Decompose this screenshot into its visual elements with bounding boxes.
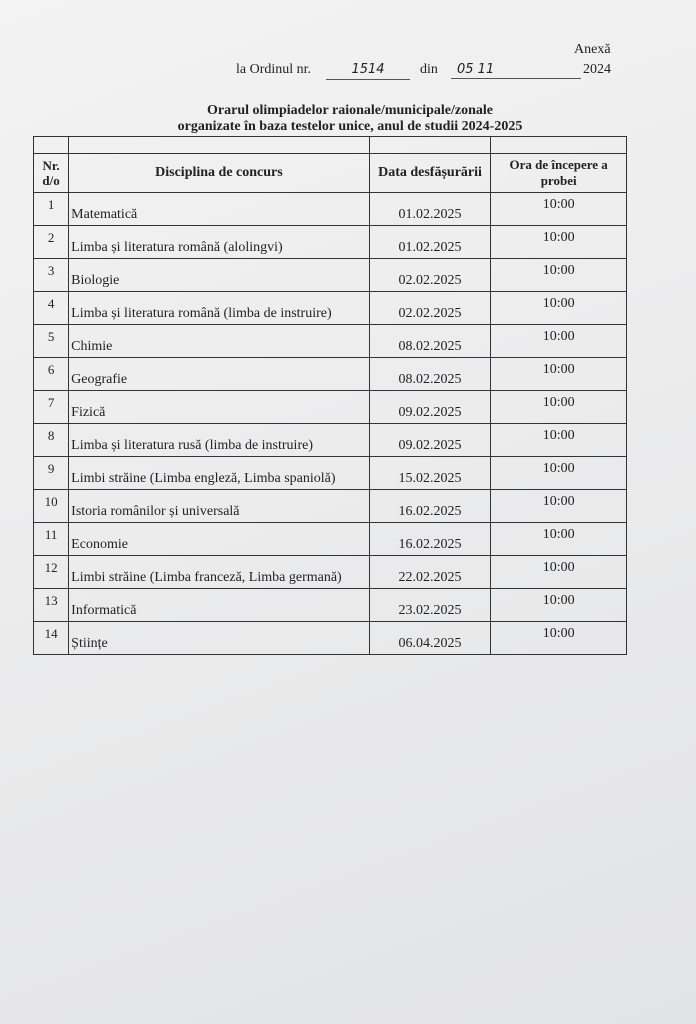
- row-date: 09.02.2025: [369, 424, 491, 457]
- row-number: 6: [34, 358, 69, 391]
- table-row: [34, 556, 627, 589]
- table-blank-row: [34, 137, 627, 154]
- row-number: 10: [34, 490, 69, 523]
- table-row: [34, 589, 627, 622]
- table-header-row: [34, 154, 627, 193]
- row-number: 5: [34, 325, 69, 358]
- row-discipline: Economie: [69, 523, 370, 556]
- row-time: 10:00: [491, 457, 627, 490]
- table-row: [34, 259, 627, 292]
- table-row: [34, 226, 627, 259]
- order-number: 1514: [326, 62, 410, 80]
- row-date: 02.02.2025: [369, 259, 491, 292]
- row-number: 7: [34, 391, 69, 424]
- table-row: [34, 325, 627, 358]
- row-date: 22.02.2025: [369, 556, 491, 589]
- row-time: 10:00: [491, 424, 627, 457]
- row-discipline: Informatică: [69, 589, 370, 622]
- row-date: 09.02.2025: [369, 391, 491, 424]
- table-row: [34, 523, 627, 556]
- row-number: 12: [34, 556, 69, 589]
- row-date: 23.02.2025: [369, 589, 491, 622]
- row-discipline: Matematică: [69, 193, 370, 226]
- table-row: [34, 391, 627, 424]
- row-time: 10:00: [491, 226, 627, 259]
- row-discipline: Limba și literatura rusă (limba de instruire): [69, 424, 370, 457]
- row-time: 10:00: [491, 556, 627, 589]
- table-row: [34, 292, 627, 325]
- document-title-line2: organizate în baza testelor unice, anul de studii 2024-2025: [177, 119, 523, 134]
- row-discipline: Istoria românilor și universală: [69, 490, 370, 523]
- header-nr: Nr. d/o: [34, 154, 69, 193]
- row-date: 01.02.2025: [369, 226, 491, 259]
- row-time: 10:00: [491, 622, 627, 655]
- row-time: 10:00: [491, 589, 627, 622]
- row-discipline: Limba și literatura română (limba de instruire): [69, 292, 370, 325]
- annex-label: Anexă: [574, 42, 611, 57]
- row-discipline: Biologie: [69, 259, 370, 292]
- row-number: 13: [34, 589, 69, 622]
- row-time: 10:00: [491, 358, 627, 391]
- order-din-label: din: [420, 62, 438, 77]
- order-date: 05 11: [451, 62, 581, 79]
- row-number: 8: [34, 424, 69, 457]
- table-row: [34, 193, 627, 226]
- row-date: 02.02.2025: [369, 292, 491, 325]
- row-number: 14: [34, 622, 69, 655]
- row-discipline: Limbi străine (Limba franceză, Limba germană): [69, 556, 370, 589]
- row-discipline: Geografie: [69, 358, 370, 391]
- row-time: 10:00: [491, 490, 627, 523]
- row-date: 01.02.2025: [369, 193, 491, 226]
- header-date: Data desfășurării: [369, 154, 491, 193]
- table-row: [34, 424, 627, 457]
- schedule-table: [33, 136, 627, 655]
- header-discipline: Disciplina de concurs: [69, 154, 370, 193]
- row-time: 10:00: [491, 259, 627, 292]
- row-number: 2: [34, 226, 69, 259]
- table-row: [34, 358, 627, 391]
- row-time: 10:00: [491, 325, 627, 358]
- row-time: 10:00: [491, 193, 627, 226]
- row-discipline: Științe: [69, 622, 370, 655]
- table-row: [34, 622, 627, 655]
- row-number: 11: [34, 523, 69, 556]
- row-date: 06.04.2025: [369, 622, 491, 655]
- row-date: 16.02.2025: [369, 523, 491, 556]
- document-title-line1: Orarul olimpiadelor raionale/municipale/zonale: [207, 103, 493, 118]
- row-time: 10:00: [491, 292, 627, 325]
- order-prefix: la Ordinul nr.: [236, 62, 312, 77]
- row-date: 08.02.2025: [369, 325, 491, 358]
- row-date: 16.02.2025: [369, 490, 491, 523]
- row-number: 3: [34, 259, 69, 292]
- header-time: Ora de începere a probei: [491, 154, 627, 193]
- row-number: 4: [34, 292, 69, 325]
- order-year: 2024: [583, 62, 611, 77]
- row-discipline: Limbi străine (Limba engleză, Limba spaniolă): [69, 457, 370, 490]
- row-discipline: Chimie: [69, 325, 370, 358]
- table-row: [34, 457, 627, 490]
- order-reference: [236, 62, 616, 82]
- row-date: 15.02.2025: [369, 457, 491, 490]
- row-time: 10:00: [491, 523, 627, 556]
- table-row: [34, 490, 627, 523]
- row-number: 9: [34, 457, 69, 490]
- row-number: 1: [34, 193, 69, 226]
- row-time: 10:00: [491, 391, 627, 424]
- row-date: 08.02.2025: [369, 358, 491, 391]
- row-discipline: Fizică: [69, 391, 370, 424]
- row-discipline: Limba și literatura română (alolingvi): [69, 226, 370, 259]
